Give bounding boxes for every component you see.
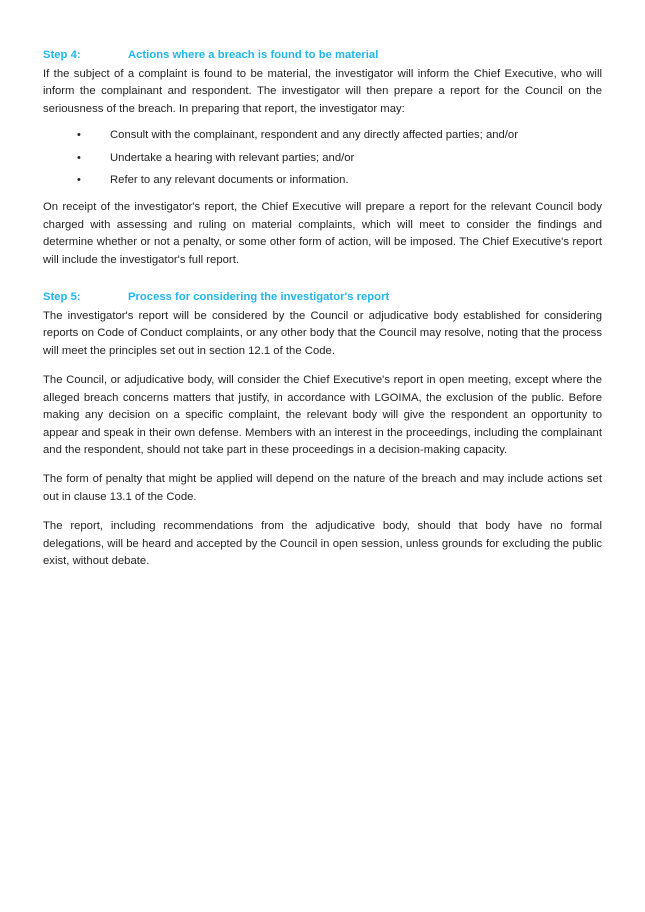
paragraph-step5-4: The report, including recommendations from the adjudicative body, should that body have no formal delegations, will be heard and accepted by the Council in open session, unless grounds for excluding the public exist, without debate.	[43, 520, 602, 567]
paragraph-step5-1: The investigator's report will be considered by the Council or adjudicative body established for considering reports on Code of Conduct complaints, or any other body that the Council may resolve, noting that the process will meet the principles set out in section 12.1 of the Code.	[43, 310, 602, 357]
paragraph-step4-intro: If the subject of a complaint is found to be material, the investigator will inform the Chief Executive, who will inform the complainant and respondent. The investigator will then prepare a report for the Council on the seriousness of the breach. In preparing that report, the investigator may:	[43, 68, 602, 115]
list-item-label: Consult with the complainant, respondent and any directly affected parties; and/or	[110, 129, 518, 142]
spacer	[43, 459, 602, 471]
spacer	[43, 506, 602, 518]
heading-step-4-title: Actions where a breach is found to be material	[128, 49, 379, 61]
list-item	[43, 172, 602, 189]
list-item-label: Refer to any relevant documents or information.	[110, 174, 349, 187]
list-item	[43, 127, 602, 144]
list-item	[43, 150, 602, 167]
bullet-icon: •	[77, 174, 81, 187]
bullet-icon: •	[77, 151, 81, 164]
heading-step-5-label: Step 5:	[43, 291, 81, 304]
heading-step-5-title: Process for considering the investigator's report	[128, 291, 390, 304]
bullet-list-step4	[43, 127, 602, 189]
paragraph-step4-closing: On receipt of the investigator's report, the Chief Executive will prepare a report for the relevant Council body charged with assessing and ruling on material complaints, which will meet to consider the findings and determine whether or not a penalty, or some other form of action, will be imposed. The Chief Executive's report will include the investigator's full report.	[43, 201, 602, 266]
document-content	[43, 48, 602, 570]
spacer	[43, 269, 602, 290]
paragraph-step5-2: The Council, or adjudicative body, will consider the Chief Executive's report in open meeting, except where the alleged breach concerns matters that justify, in accordance with LGOIMA, the exclusion of the public. Before making any decision on a specific complaint, the relevant body will give the respondent an opportunity to appear and speak in their own defense. Members with an interest in the proceedings, including the complainant and the respondent, should not take part in these proceedings in a decision-making capacity.	[43, 374, 602, 456]
list-item-label: Undertake a hearing with relevant parties; and/or	[110, 151, 355, 164]
spacer	[43, 118, 602, 127]
heading-step-4	[43, 48, 602, 63]
spacer	[43, 360, 602, 372]
heading-step-4-label: Step 4:	[43, 49, 81, 61]
heading-step-5	[43, 290, 602, 305]
spacer	[43, 189, 602, 199]
bullet-icon: •	[77, 129, 81, 142]
paragraph-step5-3: The form of penalty that might be applied will depend on the nature of the breach and may include actions set out in clause 13.1 of the Code.	[43, 473, 602, 503]
